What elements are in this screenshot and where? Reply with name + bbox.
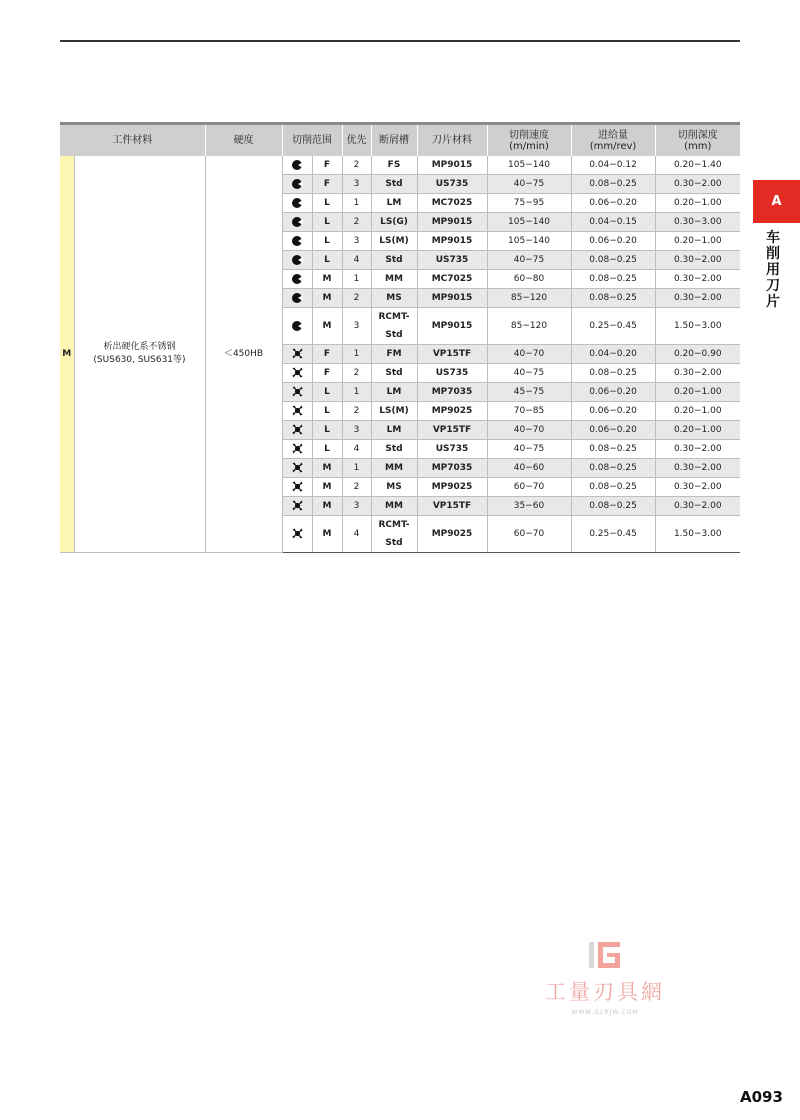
priority-cell: 1 [342, 345, 371, 364]
speed-cell: 105−140 [487, 156, 571, 175]
speed-cell: 85−120 [487, 308, 571, 345]
header-hardness: 硬度 [205, 124, 282, 157]
chipbreaker-cell: Std [371, 440, 417, 459]
depth-cell: 0.30−2.00 [655, 270, 740, 289]
chipbreaker-cell: FS [371, 156, 417, 175]
chipbreaker-cell: RCMT-Std [371, 516, 417, 553]
insert-shape-cell [282, 270, 312, 289]
priority-cell: 1 [342, 194, 371, 213]
priority-cell: 3 [342, 232, 371, 251]
grade-cell: MP9015 [417, 308, 487, 345]
grade-cell: MC7025 [417, 270, 487, 289]
range-cell: F [312, 364, 342, 383]
top-rule [60, 40, 740, 42]
insert-shape-cell [282, 213, 312, 232]
chipbreaker-cell: MM [371, 270, 417, 289]
range-cell: M [312, 459, 342, 478]
range-cell: F [312, 345, 342, 364]
positive-insert-icon [292, 462, 303, 473]
feed-cell: 0.08−0.25 [571, 289, 655, 308]
page-number: A093 [740, 1088, 783, 1106]
negative-insert-icon [292, 293, 302, 303]
range-cell: L [312, 251, 342, 270]
insert-shape-cell [282, 459, 312, 478]
grade-cell: MP9015 [417, 213, 487, 232]
feed-cell: 0.08−0.25 [571, 459, 655, 478]
range-cell: L [312, 194, 342, 213]
speed-cell: 40−75 [487, 440, 571, 459]
chipbreaker-cell: MS [371, 478, 417, 497]
speed-cell: 45−75 [487, 383, 571, 402]
range-cell: L [312, 213, 342, 232]
feed-cell: 0.06−0.20 [571, 402, 655, 421]
header-feed-label: 进给量 [598, 129, 628, 141]
feed-cell: 0.08−0.25 [571, 175, 655, 194]
watermark-url: WWW.GLRJW.COM [571, 1009, 639, 1016]
depth-cell: 1.50−3.00 [655, 516, 740, 553]
grade-cell: MC7025 [417, 194, 487, 213]
range-cell: L [312, 232, 342, 251]
chipbreaker-cell: LM [371, 383, 417, 402]
section-label-char: 用 [766, 262, 780, 278]
section-label-char: 削 [766, 246, 780, 262]
speed-cell: 70−85 [487, 402, 571, 421]
depth-cell: 0.20−1.00 [655, 421, 740, 440]
negative-insert-icon [292, 321, 302, 331]
feed-cell: 0.08−0.25 [571, 270, 655, 289]
range-cell: F [312, 156, 342, 175]
material-grades: (SUS630, SUS631等) [93, 355, 186, 365]
range-cell: F [312, 175, 342, 194]
grade-cell: US735 [417, 364, 487, 383]
depth-cell: 0.20−1.00 [655, 232, 740, 251]
feed-cell: 0.04−0.20 [571, 345, 655, 364]
priority-cell: 1 [342, 383, 371, 402]
depth-cell: 0.30−2.00 [655, 364, 740, 383]
range-cell: M [312, 497, 342, 516]
positive-insert-icon [292, 386, 303, 397]
positive-insert-icon [292, 367, 303, 378]
range-cell: M [312, 516, 342, 553]
positive-insert-icon [292, 348, 303, 359]
negative-insert-icon [292, 255, 302, 265]
hardness-cell: ＜450HB [205, 156, 282, 553]
header-cutting-range: 切削范围 [282, 124, 342, 157]
positive-insert-icon [292, 405, 303, 416]
chipbreaker-cell: MM [371, 459, 417, 478]
depth-cell: 0.30−2.00 [655, 497, 740, 516]
grade-cell: US735 [417, 251, 487, 270]
priority-cell: 2 [342, 402, 371, 421]
depth-cell: 0.20−1.40 [655, 156, 740, 175]
chipbreaker-cell: MM [371, 497, 417, 516]
depth-cell: 0.30−2.00 [655, 478, 740, 497]
feed-cell: 0.04−0.12 [571, 156, 655, 175]
speed-cell: 40−70 [487, 345, 571, 364]
speed-cell: 85−120 [487, 289, 571, 308]
cutting-conditions-table [60, 122, 740, 553]
chipbreaker-cell: Std [371, 175, 417, 194]
priority-cell: 4 [342, 440, 371, 459]
header-speed-unit: (m/min) [509, 140, 549, 152]
grade-cell: VP15TF [417, 497, 487, 516]
priority-cell: 3 [342, 421, 371, 440]
speed-cell: 105−140 [487, 232, 571, 251]
feed-cell: 0.25−0.45 [571, 308, 655, 345]
chipbreaker-cell: Std [371, 251, 417, 270]
watermark [520, 940, 690, 1016]
grade-cell: VP15TF [417, 421, 487, 440]
iso-class-cell: M [60, 156, 74, 553]
grade-cell: MP9025 [417, 516, 487, 553]
range-cell: L [312, 402, 342, 421]
range-cell: M [312, 308, 342, 345]
negative-insert-icon [292, 160, 302, 170]
insert-shape-cell [282, 194, 312, 213]
speed-cell: 60−70 [487, 478, 571, 497]
chipbreaker-cell: RCMT-Std [371, 308, 417, 345]
speed-cell: 40−75 [487, 364, 571, 383]
priority-cell: 1 [342, 459, 371, 478]
watermark-text: 工量刃具網 [545, 980, 665, 1004]
header-grade: 刀片材料 [417, 124, 487, 157]
insert-shape-cell [282, 402, 312, 421]
priority-cell: 1 [342, 270, 371, 289]
speed-cell: 40−75 [487, 175, 571, 194]
table-header-row [60, 124, 740, 157]
insert-shape-cell [282, 383, 312, 402]
priority-cell: 2 [342, 156, 371, 175]
positive-insert-icon [292, 500, 303, 511]
feed-cell: 0.08−0.25 [571, 497, 655, 516]
negative-insert-icon [292, 179, 302, 189]
speed-cell: 35−60 [487, 497, 571, 516]
positive-insert-icon [292, 443, 303, 454]
feed-cell: 0.25−0.45 [571, 516, 655, 553]
range-cell: L [312, 440, 342, 459]
priority-cell: 2 [342, 478, 371, 497]
negative-insert-icon [292, 274, 302, 284]
header-speed [487, 124, 571, 157]
insert-shape-cell [282, 175, 312, 194]
grade-cell: US735 [417, 175, 487, 194]
range-cell: L [312, 383, 342, 402]
priority-cell: 3 [342, 175, 371, 194]
grade-cell: MP9025 [417, 402, 487, 421]
table-row [60, 156, 740, 175]
feed-cell: 0.04−0.15 [571, 213, 655, 232]
header-chipbreaker: 断屑槽 [371, 124, 417, 157]
insert-shape-cell [282, 478, 312, 497]
insert-shape-cell [282, 440, 312, 459]
feed-cell: 0.06−0.20 [571, 194, 655, 213]
speed-cell: 40−70 [487, 421, 571, 440]
depth-cell: 0.30−2.00 [655, 289, 740, 308]
priority-cell: 4 [342, 516, 371, 553]
insert-shape-cell [282, 156, 312, 175]
material-cell [74, 156, 205, 553]
header-material: 工件材料 [60, 124, 205, 157]
priority-cell: 2 [342, 289, 371, 308]
section-label [763, 230, 783, 310]
grade-cell: MP7035 [417, 459, 487, 478]
grade-cell: MP9015 [417, 232, 487, 251]
chipbreaker-cell: FM [371, 345, 417, 364]
depth-cell: 0.30−2.00 [655, 459, 740, 478]
negative-insert-icon [292, 236, 302, 246]
section-label-char: 车 [766, 230, 780, 246]
speed-cell: 60−70 [487, 516, 571, 553]
speed-cell: 40−75 [487, 251, 571, 270]
positive-insert-icon [292, 424, 303, 435]
insert-shape-cell [282, 364, 312, 383]
priority-cell: 2 [342, 213, 371, 232]
insert-shape-cell [282, 251, 312, 270]
range-cell: M [312, 478, 342, 497]
header-feed-unit: (mm/rev) [589, 140, 637, 152]
header-priority: 优先 [342, 124, 371, 157]
depth-cell: 0.30−2.00 [655, 175, 740, 194]
speed-cell: 40−60 [487, 459, 571, 478]
depth-cell: 0.30−3.00 [655, 213, 740, 232]
depth-cell: 0.20−0.90 [655, 345, 740, 364]
chipbreaker-cell: Std [371, 364, 417, 383]
insert-shape-cell [282, 308, 312, 345]
insert-shape-cell [282, 289, 312, 308]
feed-cell: 0.08−0.25 [571, 364, 655, 383]
header-feed [571, 124, 655, 157]
grade-cell: MP9015 [417, 289, 487, 308]
feed-cell: 0.06−0.20 [571, 383, 655, 402]
material-name: 析出硬化系不锈钢 [103, 342, 176, 352]
chipbreaker-cell: LM [371, 421, 417, 440]
grade-cell: MP9015 [417, 156, 487, 175]
section-tab-a[interactable]: A [753, 180, 800, 223]
header-depth [655, 124, 740, 157]
speed-cell: 75−95 [487, 194, 571, 213]
negative-insert-icon [292, 217, 302, 227]
header-depth-label: 切削深度 [677, 129, 718, 141]
chipbreaker-cell: LS(G) [371, 213, 417, 232]
feed-cell: 0.06−0.20 [571, 232, 655, 251]
feed-cell: 0.06−0.20 [571, 421, 655, 440]
feed-cell: 0.08−0.25 [571, 440, 655, 459]
insert-shape-cell [282, 232, 312, 251]
positive-insert-icon [292, 481, 303, 492]
chipbreaker-cell: LS(M) [371, 232, 417, 251]
header-speed-label: 切削速度 [509, 129, 549, 141]
grade-cell: US735 [417, 440, 487, 459]
depth-cell: 0.20−1.00 [655, 402, 740, 421]
depth-cell: 0.30−2.00 [655, 440, 740, 459]
priority-cell: 3 [342, 497, 371, 516]
speed-cell: 105−140 [487, 213, 571, 232]
depth-cell: 0.20−1.00 [655, 383, 740, 402]
feed-cell: 0.08−0.25 [571, 478, 655, 497]
depth-cell: 0.30−2.00 [655, 251, 740, 270]
depth-cell: 1.50−3.00 [655, 308, 740, 345]
priority-cell: 3 [342, 308, 371, 345]
insert-shape-cell [282, 345, 312, 364]
insert-shape-cell [282, 497, 312, 516]
chipbreaker-cell: LM [371, 194, 417, 213]
priority-cell: 4 [342, 251, 371, 270]
chipbreaker-cell: MS [371, 289, 417, 308]
header-depth-unit: (mm) [684, 140, 712, 152]
feed-cell: 0.08−0.25 [571, 251, 655, 270]
grade-cell: MP9025 [417, 478, 487, 497]
watermark-logo-icon [585, 940, 625, 972]
range-cell: M [312, 289, 342, 308]
positive-insert-icon [292, 528, 303, 539]
section-label-char: 片 [766, 294, 780, 310]
priority-cell: 2 [342, 364, 371, 383]
grade-cell: MP7035 [417, 383, 487, 402]
range-cell: M [312, 270, 342, 289]
depth-cell: 0.20−1.00 [655, 194, 740, 213]
insert-shape-cell [282, 421, 312, 440]
speed-cell: 60−80 [487, 270, 571, 289]
chipbreaker-cell: LS(M) [371, 402, 417, 421]
negative-insert-icon [292, 198, 302, 208]
insert-shape-cell [282, 516, 312, 553]
section-label-char: 刀 [766, 278, 780, 294]
range-cell: L [312, 421, 342, 440]
grade-cell: VP15TF [417, 345, 487, 364]
